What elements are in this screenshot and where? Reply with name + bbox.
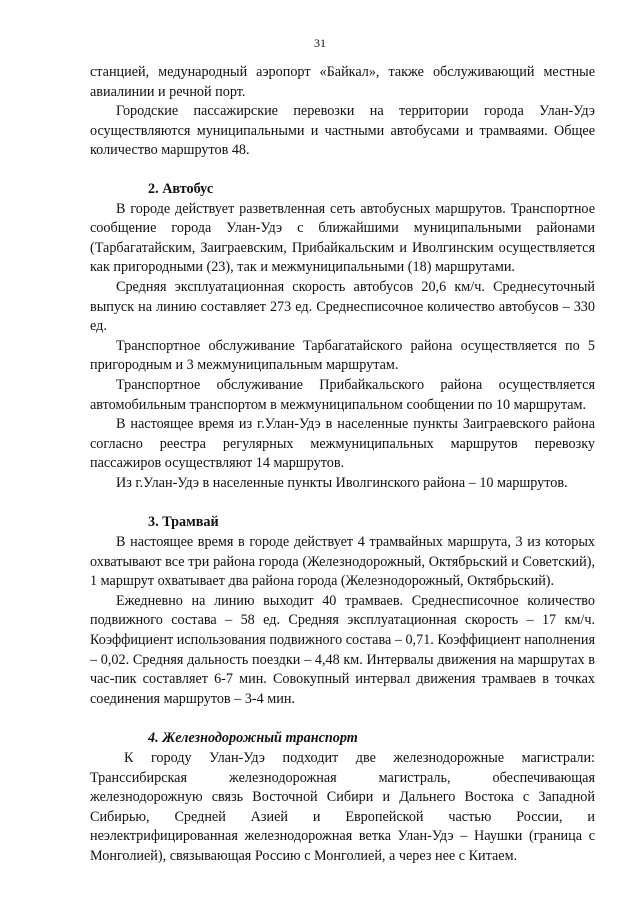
bus-paragraph-3: Транспортное обслуживание Тарбагатайского района осуществляется по 5 пригородным и 3 межмуниципальным маршрутам. [90, 337, 595, 374]
bus-section-heading: 2. Автобус [148, 180, 214, 197]
bus-paragraph-6: Из г.Улан-Удэ в населенные пункты Иволгинского района – 10 маршрутов. [116, 474, 568, 491]
bus-paragraph-1: В городе действует разветвленная сеть автобусных маршрутов. Транспортное сообщение города Улан-Удэ с ближайшими муниципальными районами (Тарбагатайским, Заиграевским, Прибайкальским и Иволгинским осуществляется как пригородными (23), так и межмуниципальными (18) маршрутами. [90, 200, 595, 276]
rail-paragraph-1: К городу Улан-Удэ подходит две железнодорожные магистрали: Транссибирская железнодорожная магистраль, обеспечивающая железнодорожную связь Восточной Сибири и Дальнего Востока с Западной Сибирью, Средней Азией и Европейской частью России, и неэлектрифицированная железнодорожная ветка Улан-Удэ – Наушки (граница с Монголией), связывающая Россию с Монголией, а через нее с Китаем. [90, 750, 595, 864]
intro-paragraph-2: Городские пассажирские перевозки на территории города Улан-Удэ осуществляются муниципальными и частными автобусами и трамваями. Общее количество маршрутов 48. [90, 103, 595, 159]
tram-section-heading: 3. Трамвай [148, 514, 219, 531]
intro-paragraph-1: станцией, медународный аэропорт «Байкал», также обслуживающий местные авиалинии и речной порт. [90, 64, 595, 100]
page-number: 31 [314, 36, 326, 50]
tram-paragraph-1: В настоящее время в городе действует 4 трамвайных маршрута, 3 из которых охватывают все три района города (Железнодорожный, Октябрьский и Советский), 1 маршрут охватывает два района города (Железнодорожный, Октябрьский). [90, 534, 595, 590]
bus-paragraph-4: Транспортное обслуживание Прибайкальского района осуществляется автомобильным транспортом в межмуниципальном сообщении по 10 маршрутам. [90, 376, 595, 413]
bus-paragraph-5: В настоящее время из г.Улан-Удэ в населенные пункты Заиграевского района согласно реестра регулярных межмуниципальных маршрутов перевозку пассажиров осуществляют 14 маршрутов. [90, 416, 595, 472]
rail-section-heading: 4. Железнодорожный транспорт [148, 730, 358, 747]
bus-paragraph-2: Средняя эксплуатационная скорость автобусов 20,6 км/ч. Среднесуточный выпуск на линию составляет 273 ед. Среднесписочное количество автобусов – 330 ед. [90, 278, 595, 335]
tram-paragraph-2: Ежедневно на линию выходит 40 трамваев. Среднесписочное количество подвижного состава – 58 ед. Средняя эксплуатационная скорость – 17 км/ч. Коэффициент использования подвижного состава – 0,71. Коэффициент наполнения – 0,02. Средняя дальность поездки – 4,48 км. Интервалы движения на маршрутах в час-пик составляет 6-7 мин. Совокупный интервал движения трамваев в точках соединения маршрутов – 3-4 мин. [90, 592, 596, 707]
document-body [90, 63, 595, 867]
